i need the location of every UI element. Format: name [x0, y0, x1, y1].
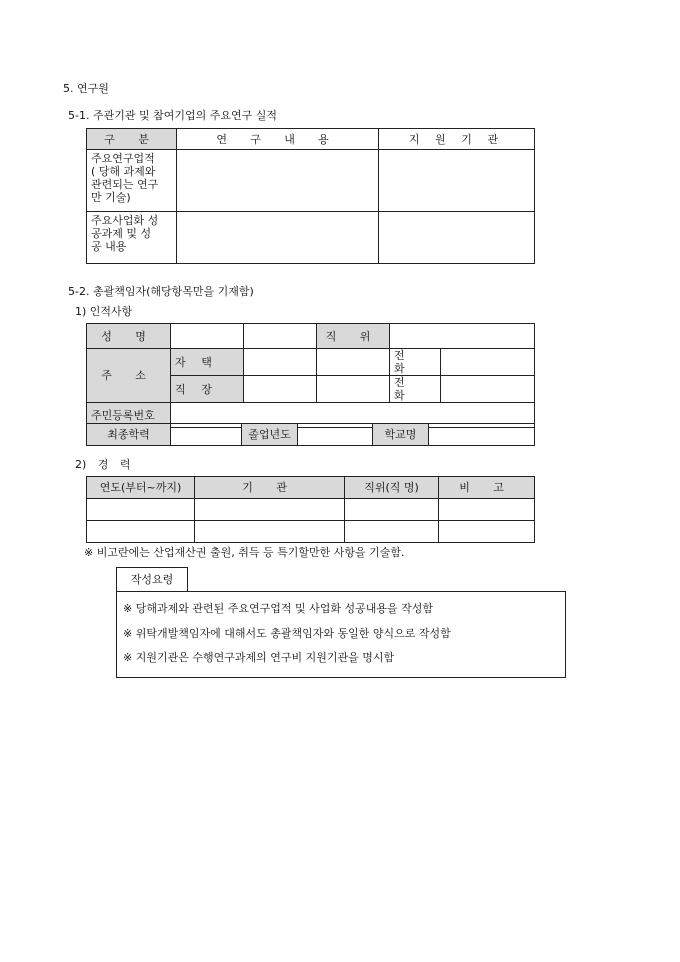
table-row	[87, 499, 535, 521]
education-label: 최종학력	[87, 424, 171, 446]
career-header-remarks: 비 고	[439, 477, 535, 499]
career-position-cell[interactable]	[345, 521, 439, 543]
personal-info-table	[86, 323, 535, 428]
section-title: 5. 연구원	[63, 82, 109, 95]
research-content-cell[interactable]	[177, 150, 379, 212]
support-agency-cell[interactable]	[379, 150, 535, 212]
header-research-content: 연 구 내 용	[177, 129, 379, 150]
career-note: ※ 비고란에는 산업재산권 출원, 취득 등 특기할만한 사항을 기술함.	[84, 546, 405, 559]
subsection-title-5-1: 5-1. 주관기관 및 참여기업의 주요연구 실적	[68, 109, 277, 122]
row-label-research-achievements: 주요연구업적 ( 당해 과제와 관련되는 연구 만 기술)	[87, 150, 177, 212]
career-organization-cell[interactable]	[195, 521, 345, 543]
position-label: 직 위	[317, 324, 390, 349]
name-input[interactable]	[171, 324, 244, 349]
name-label: 성 명	[87, 324, 171, 349]
career-header-years: 연도(부터~까지)	[87, 477, 195, 499]
table-row	[87, 150, 535, 212]
work-phone-input[interactable]	[441, 376, 535, 403]
research-achievements-table	[86, 128, 535, 264]
education-input[interactable]	[171, 424, 242, 446]
home-address-input[interactable]	[244, 349, 317, 376]
home-address-input-extra[interactable]	[317, 349, 390, 376]
career-heading: 2) 경 력	[75, 458, 131, 471]
header-support-agency: 지 원 기 관	[379, 129, 535, 150]
career-table	[86, 476, 535, 543]
career-header-organization: 기 관	[195, 477, 345, 499]
home-label: 자 택	[171, 349, 244, 376]
guide-box	[116, 591, 566, 678]
grad-year-input[interactable]	[298, 424, 373, 446]
career-remarks-cell[interactable]	[439, 499, 535, 521]
table-row	[87, 212, 535, 264]
personal-info-heading: 1) 인적사항	[75, 305, 133, 318]
career-years-cell[interactable]	[87, 499, 195, 521]
work-address-input-extra[interactable]	[317, 376, 390, 403]
guide-item: ※ 위탁개발책임자에 대해서도 총괄책임자와 동일한 양식으로 작성함	[123, 627, 451, 640]
guide-tab	[116, 567, 188, 592]
subsection-title-5-2: 5-2. 총괄책임자(해당항목만을 기재함)	[68, 285, 254, 298]
guide-item: ※ 당해과제와 관련된 주요연구업적 및 사업화 성공내용을 작성함	[123, 602, 433, 615]
guide-item: ※ 지원기관은 수행연구과제의 연구비 지원기관을 명시함	[123, 651, 395, 664]
rrn-label: 주민등록번호	[87, 403, 171, 428]
work-label: 직 장	[171, 376, 244, 403]
home-phone-label: 전 화	[390, 349, 441, 376]
guide-tab-label: 작성요령	[130, 573, 174, 586]
grad-year-label: 졸업년도	[242, 424, 298, 446]
support-agency-cell[interactable]	[379, 212, 535, 264]
career-organization-cell[interactable]	[195, 499, 345, 521]
school-label: 학교명	[373, 424, 429, 446]
research-content-cell[interactable]	[177, 212, 379, 264]
career-position-cell[interactable]	[345, 499, 439, 521]
address-label: 주 소	[87, 349, 171, 403]
position-input[interactable]	[390, 324, 535, 349]
name-input-extra[interactable]	[244, 324, 317, 349]
education-table	[86, 423, 535, 446]
career-header-position: 직위(직 명)	[345, 477, 439, 499]
work-address-input[interactable]	[244, 376, 317, 403]
header-category: 구 분	[87, 129, 177, 150]
row-label-commercialization: 주요사업화 성 공과제 및 성 공 내용	[87, 212, 177, 264]
table-row	[87, 521, 535, 543]
career-years-cell[interactable]	[87, 521, 195, 543]
work-phone-label: 전 화	[390, 376, 441, 403]
school-input[interactable]	[429, 424, 535, 446]
career-remarks-cell[interactable]	[439, 521, 535, 543]
home-phone-input[interactable]	[441, 349, 535, 376]
